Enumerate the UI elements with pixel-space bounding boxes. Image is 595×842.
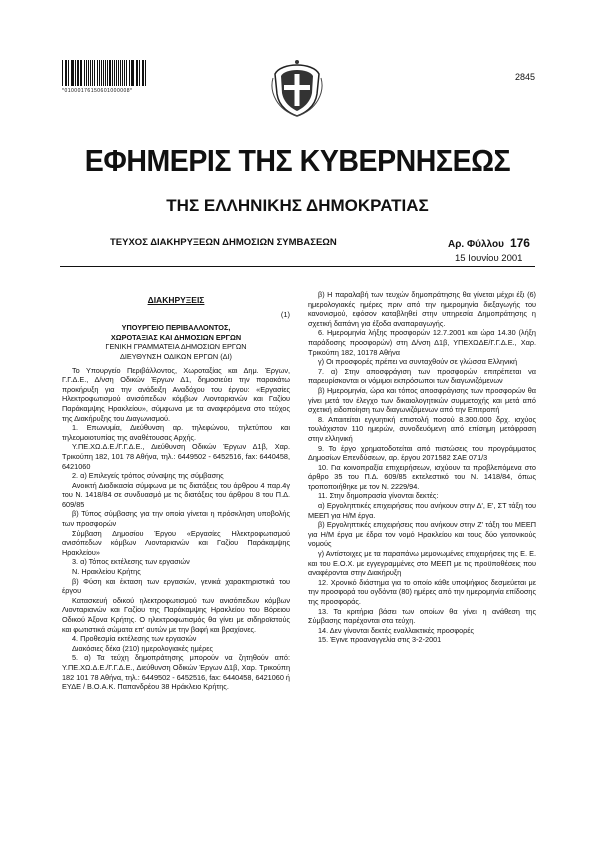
paragraph: β) Φύση και έκταση των εργασιών, γενικά χαρακτηριστικά του έργου: [62, 576, 290, 596]
gazette-title: ΕΦΗΜΕΡΙΣ ΤΗΣ ΚΥΒΕΡΝΗΣΕΩΣ: [84, 143, 511, 178]
paragraph: γ) Οι προσφορές πρέπει να συνταχθούν σε γλώσσα Ελληνική: [318, 357, 518, 367]
right-column: [308, 290, 536, 645]
issue-date: 15 Ιουνίου 2001: [455, 253, 523, 264]
paragraph: γ) Αντίστοιχες με τα παραπάνω μεμονωμένες επιχειρήσεις της Ε. Ε. και του Ε.Ο.Χ. με εγγεγραμμένες στο ΜΕΕΠ με τις προϋποθέσεις που αναφέρονται στην Διακήρυξη: [308, 549, 536, 578]
paragraph: 13. Τα κριτήρια βάσει των οποίων θα γίνει η ανάθεση της Σύμβασης παρέχονται στα τεύχη.: [308, 606, 536, 626]
left-column: [62, 290, 290, 692]
paragraph: 14. Δεν γίνονται δεκτές εναλλακτικές προσφορές: [318, 625, 475, 635]
sheet-number: 176: [509, 236, 530, 250]
paragraph: 5. α) Τα τεύχη δημοπράτησης μπορούν να ζητηθούν από: Υ.ΠΕ.ΧΩ.Δ.Ε./Γ.Γ.Δ.Ε., Διεύθυνση Οδικών Έργων Δ1β, Χαρ. Τρικούπη 182 101 78 Αθήνα, τηλ.: 6449502 - 6452516, fax: 6440458, 6421060 ή ΕΥΔΕ / Β.Ο.Α.Κ. Παπανδρέου 38 Ηράκλειο Κρήτης.: [62, 653, 290, 692]
greek-coat-of-arms-icon: [271, 58, 323, 118]
issue-type: ΤΕΥΧΟΣ ΔΙΑΚΗΡΥΞΕΩΝ ΔΗΜΟΣΙΩΝ ΣΥΜΒΑΣΕΩΝ: [110, 237, 337, 248]
paragraph: α) Εργοληπτικές επιχειρήσεις που ανήκουν στην Δ', Ε', ΣΤ τάξη του ΜΕΕΠ για Η/Μ έργα.: [308, 501, 536, 520]
paragraph: Ανοικτή Διαδικασία σύμφωνα με τις διατάξεις του άρθρου 4 παρ.4γ του Ν. 1418/84 σε συνδυασμό με τις διατάξεις του άρθρου 8 του Π.Δ. 609/85: [62, 480, 290, 509]
section-heading: ΔΙΑΚΗΡΥΞΕΙΣ: [147, 295, 205, 305]
paragraph: Κατασκευή οδικού ηλεκτροφωτισμού των ανισόπεδων κόμβων Λιονταριανών και Γαζίου της Παράκαμψης Ηρακλείου του Βόρειου Οδικού Άξονα Κρήτης. Ο ηλεκτροφωτισμός θα γίνει με σιδηροϊστούς και φωτιστικά σώματα επ' αυτών με την βαφή και βραχίονες.: [62, 595, 290, 634]
barcode: [62, 60, 148, 86]
paragraph: 2. α) Επιλεγείς τρόπος σύναψης της σύμβασης: [72, 471, 224, 481]
paragraph: 11. Στην δημοπρασία γίνονται δεκτές:: [318, 491, 439, 501]
paragraph: Το Υπουργείο Περιβάλλοντος, Χωροταξίας και Δημ. Έργων, Γ.Γ.Δ.Ε., Δ/νση Οδικών Έργων Δ1, δημοσιεύει την παρακάτω προκήρυξη για την ανάδειξη Αναδόχου του έργου: «Εργασίες Ηλεκτροφωτισμού ανισόπεδων κόμβων Λιονταριανών και Γαζίου Παράκαμψης Ηρακλείου», σύμφωνα με τα αναφερόμενα στο τεύχος της Διακήρυξης του Διαγωνισμού.: [62, 365, 290, 423]
ministry-line: ΧΩΡΟΤΑΞΙΑΣ ΚΑΙ ΔΗΜΟΣΙΩΝ ΕΡΓΩΝ: [110, 332, 242, 342]
paragraph: Διακόσιες δέκα (210) ημερολογιακές ημέρες: [72, 643, 213, 653]
sheet-number-block: [448, 236, 530, 250]
header-divider: [60, 266, 535, 267]
paragraph: 8. Απαιτείται εγγυητική επιστολή ποσού 8.300.000 δρχ. ισχύος τουλάχιστον 110 ημερών, συνοδευόμενη από επίσημη μετάφραση στην ελληνική: [308, 414, 536, 443]
paragraph: β) Η παραλαβή των τευχών δημοπράτησης θα γίνεται μέχρι έξι (6) ημερολογιακές ημέρες πριν από την ημερομηνία διεξαγωγής του κανονισμού, εφόσον καταβληθεί στην υπηρεσία Δημοπράτησης η σχετική δαπάνη για έξοδα αναπαραγωγής.: [308, 290, 536, 328]
page-number: 2845: [514, 72, 535, 82]
paragraph: Σύμβαση Δημοσίου Έργου «Εργασίες Ηλεκτροφωτισμού ανισόπεδων κόμβων Λιονταριανών και Γαζίου Παράκαμψης Ηρακλείου»: [62, 528, 290, 557]
paragraph: Ν. Ηρακλείου Κρήτης: [72, 567, 141, 577]
ministry-line: ΓΕΝΙΚΗ ΓΡΑΜΜΑΤΕΙΑ ΔΗΜΟΣΙΩΝ ΕΡΓΩΝ: [105, 342, 247, 352]
paragraph: Υ.ΠΕ.ΧΩ.Δ.Ε./Γ.Γ.Δ.Ε., Διεύθυνση Οδικών Έργων Δ1β, Χαρ. Τρικούπη 182, 101 78 Αθήνα, τηλ.: 6449502 - 6452516, fax: 6440458, 6421060: [62, 442, 290, 471]
paragraph: β) Εργοληπτικές επιχειρήσεις που ανήκουν στην Ζ' τάξη του ΜΕΕΠ για Η/Μ έργα με έδρα τον νομό Ηρακλείου και τους δύο γειτονικούς νομούς: [308, 520, 536, 549]
ministry-line: ΔΙΕΥΘΥΝΣΗ ΟΔΙΚΩΝ ΕΡΓΩΝ (ΔΙ): [120, 351, 232, 361]
paragraph: 4. Προθεσμία εκτέλεσης των εργασιών: [72, 634, 197, 644]
paragraph: 7. α) Στην αποσφράγιση των προσφορών επιτρέπεται να παρευρίσκονται οι νόμιμοι εκπρόσωποι των διαγωνιζόμενων: [308, 366, 536, 386]
paragraph: β) Τύπος σύμβασης για την οποία γίνεται η πρόσκληση υποβολής των προσφορών: [62, 509, 290, 529]
paragraph: 10. Για κοινοπραξία επιχειρήσεων, ισχύουν τα προβλεπόμενα στο άρθρο 35 του Π.Δ. 609/85 εκτελεστικό του Ν. 1418/84, όπως τροποποιήθηκε με τον Ν. 2229/94.: [308, 462, 536, 491]
notice-number: (1): [280, 309, 290, 319]
paragraph: 3. α) Τόπος εκτέλεσης των εργασιών: [72, 557, 190, 567]
ministry-line: ΥΠΟΥΡΓΕΙΟ ΠΕΡΙΒΑΛΛΟΝΤΟΣ,: [121, 323, 231, 333]
gazette-subtitle: ΤΗΣ ΕΛΛΗΝΙΚΗΣ ΔΗΜΟΚΡΑΤΙΑΣ: [166, 196, 429, 215]
barcode-number: *01000176150601000008*: [62, 88, 133, 94]
sheet-label: Αρ. Φύλλου: [448, 239, 504, 250]
paragraph: 1. Επωνυμία, Διεύθυνση αρ. τηλεφώνου, τηλετύπου και τηλεομοιοτυπίας της αναθέτουσας Αρχής.: [62, 423, 290, 442]
paragraph: β) Ημερομηνία, ώρα και τόπος αποσφράγισης των προσφορών θα γίνει μετά τον έλεγχο των δικαιολογητικών συμμετοχής και μετά από σχετική ειδοποίηση των διαγωνιζόμενων από την Επιτροπή: [308, 385, 536, 415]
paragraph: 6. Ημερομηνία λήξης προσφορών 12.7.2001 και ώρα 14.30 (λήξη παράδοσης προσφορών) στη Δ/νση Δ1β, ΥΠΕΧΩΔΕ/Γ.Γ.Δ.Ε., Χαρ. Τρικούπη 182, 10178 Αθήνα: [308, 328, 536, 357]
paragraph: 9. Το έργο χρηματοδοτείται από πιστώσεις του προγράμματος Δημοσίων Επενδύσεων, αρ. έργου 2071582 ΣΑΕ 071/3: [308, 443, 536, 463]
paragraph: 15. Έγινε προαναγγελία στις 3-2-2001: [318, 635, 442, 645]
paragraph: 12. Χρονικό διάστημα για το οποίο κάθε υποψήφιος δεσμεύεται με την προσφορά του ογδόντα (80) ημέρες από την ημερομηνία επίδοσης της προσφοράς.: [308, 577, 536, 606]
